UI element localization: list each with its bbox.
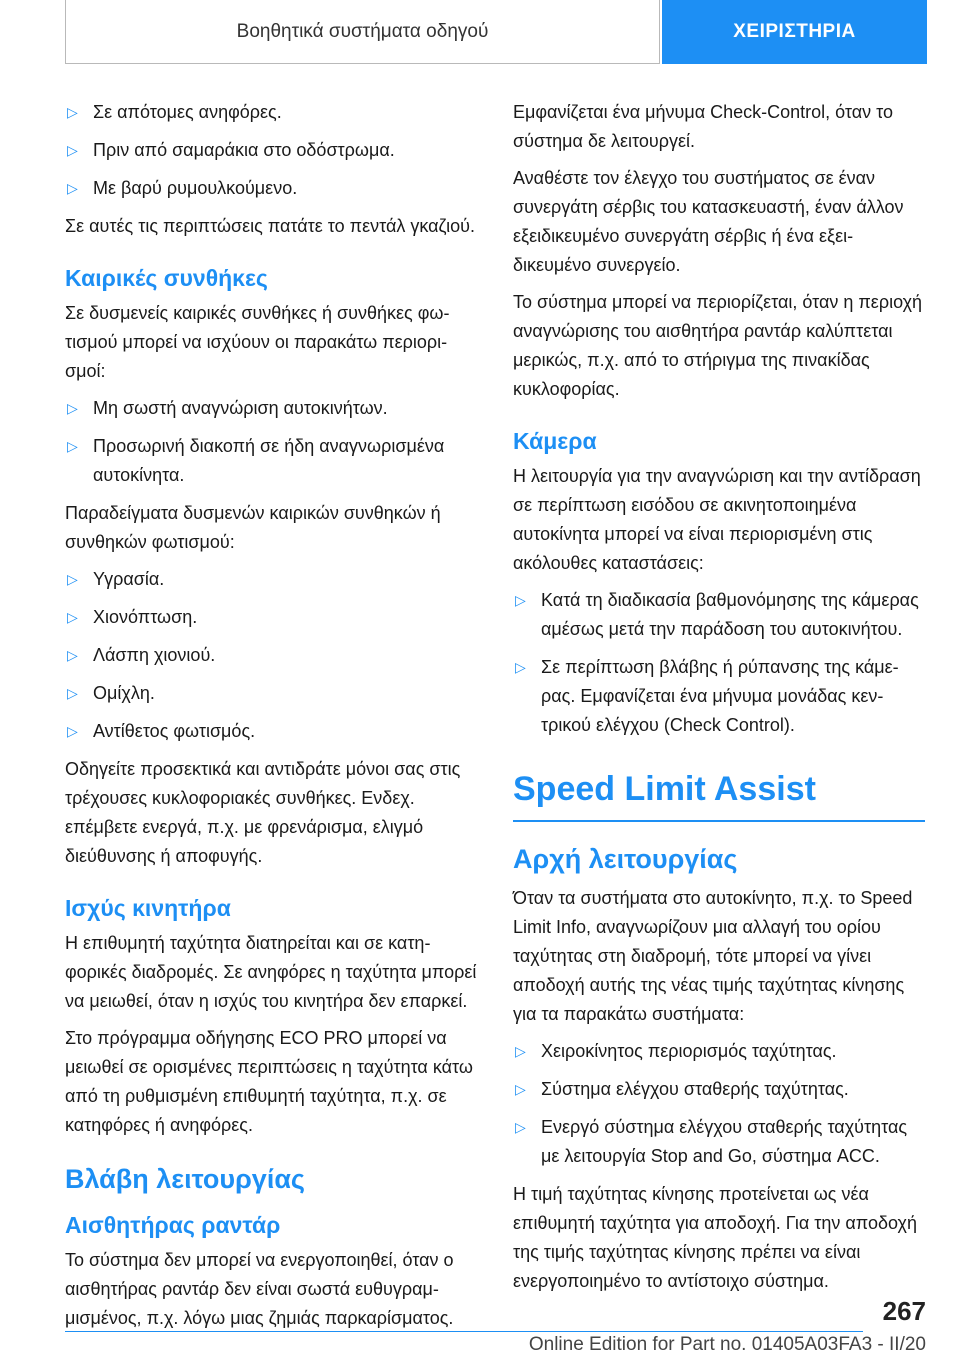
triangle-bullet-icon: ▷ — [67, 400, 78, 416]
heading-speed-limit-assist: Speed Limit Assist — [513, 768, 925, 822]
paragraph: Το σύστημα μπορεί να περιορίζεται, όταν η περιοχή αναγνώρισης του αισθητήρα ραντάρ καλύπτεται μερικώς, π.χ. από το στήριγμα της πινακίδας κυκλοφορίας. — [513, 292, 923, 399]
list-item: ▷ Πριν από σαμαράκια στο οδόστρωμα. — [65, 136, 477, 165]
triangle-bullet-icon: ▷ — [67, 104, 78, 120]
triangle-bullet-icon: ▷ — [67, 609, 78, 625]
paragraph: Αναθέστε τον έλεγχο του συστήματος σε έναν συνεργάτη σέρβις του κατασκευαστή, έναν άλλον εξειδικευμένο συνεργάτη σέρβις ή ένα εξειδικευμένο συνεργείο. — [513, 168, 904, 275]
triangle-bullet-icon: ▷ — [515, 659, 526, 675]
list-item: ▷ Σε απότομες ανηφόρες. — [65, 98, 477, 127]
paragraph: Η λειτουργία για την αναγνώριση και την αντίδραση σε περίπτωση εισόδου σε ακινητοποιημένα αυτοκίνητα μπορεί να είναι περιορισμένη στις ακόλουθες καταστάσεις: — [513, 466, 921, 573]
heading-malfunction: Βλάβη λειτουργίας — [65, 1164, 305, 1194]
triangle-bullet-icon: ▷ — [515, 1043, 526, 1059]
list-item: ▷ Προσωρινή διακοπή σε ήδη αναγνωρισμένα αυτοκίνητα. — [65, 432, 477, 490]
triangle-bullet-icon: ▷ — [67, 571, 78, 587]
paragraph: Οδηγείτε προσεκτικά και αντιδράτε μόνοι σας στις τρέχουσες κυκλοφοριακές συνθήκες. Ενδεχ. επέμβετε ενεργά, π.χ. με φρενάρισμα, ελιγμό διεύθυνσης ή αποφυγής. — [65, 759, 461, 866]
triangle-bullet-icon: ▷ — [515, 1081, 526, 1097]
list-item: ▷ Αντίθετος φωτισμός. — [65, 717, 477, 746]
triangle-bullet-icon: ▷ — [515, 592, 526, 608]
paragraph: Σε αυτές τις περιπτώσεις πατάτε το πεντάλ γκαζιού. — [65, 216, 476, 236]
triangle-bullet-icon: ▷ — [67, 685, 78, 701]
right-column — [513, 98, 925, 1304]
list-item: ▷ Υγρασία. — [65, 565, 477, 594]
paragraph: Όταν τα συστήματα στο αυτοκίνητο, π.χ. το Speed Limit Info, αναγνωρίζουν μια αλλαγή του ορίου ταχύτητας στη διαδρομή, τότε μπορεί να γίνει αποδοχή αυτής της νέας τιμής ταχύτητας κίνησης για τα παρακάτω συστήματα: — [513, 888, 913, 1024]
section-title: Βοηθητικά συστήματα οδηγού — [65, 0, 660, 64]
left-column — [65, 98, 477, 1341]
page-number: 267 — [882, 1296, 926, 1326]
list-item: ▷ Ενεργό σύστημα ελέγχου σταθερής ταχύτητας με λειτουργία Stop and Go, σύστημα ACC. — [513, 1113, 925, 1171]
list-item: ▷ Σύστημα ελέγχου σταθερής ταχύτητας. — [513, 1075, 925, 1104]
paragraph: Το σύστημα δεν μπορεί να ενεργοποιηθεί, όταν ο αισθητήρας ραντάρ δεν είναι σωστά ευθυγραμμισμένος, π.χ. λόγω μιας ζημιάς παρκαρίσματος. — [65, 1250, 454, 1328]
chapter-tab[interactable]: ΧΕΙΡΙΣΤΗΡΙΑ — [662, 0, 927, 64]
triangle-bullet-icon: ▷ — [67, 647, 78, 663]
list-item: ▷ Με βαρύ ρυμουλκούμενο. — [65, 174, 477, 203]
footer-divider — [65, 1331, 863, 1332]
heading-camera: Κάμερα — [513, 428, 597, 454]
triangle-bullet-icon: ▷ — [67, 142, 78, 158]
list-item: ▷ Σε περίπτωση βλάβης ή ρύπανσης της κάμερας. Εμφανίζεται ένα μήνυμα μονάδας κεντρικού ελέγχου (Check Control). — [513, 653, 925, 740]
list-item: ▷ Μη σωστή αναγνώριση αυτοκινήτων. — [65, 394, 477, 423]
list-item: ▷ Ομίχλη. — [65, 679, 477, 708]
list-item: ▷ Λάσπη χιονιού. — [65, 641, 477, 670]
triangle-bullet-icon: ▷ — [515, 1119, 526, 1135]
paragraph: Η επιθυμητή ταχύτητα διατηρείται και σε κατηφορικές διαδρομές. Σε ανηφόρες η ταχύτητα μπορεί να μειωθεί, όταν η ισχύς του κινητήρα δεν επαρκεί. — [65, 933, 477, 1011]
list-item: ▷ Χειροκίνητος περιορισμός ταχύτητας. — [513, 1037, 925, 1066]
triangle-bullet-icon: ▷ — [67, 438, 78, 454]
heading-weather: Καιρικές συνθήκες — [65, 265, 268, 291]
paragraph: Στο πρόγραμμα οδήγησης ECO PRO μπορεί να μειωθεί σε ορισμένες περιπτώσεις η ταχύτητα κάτω από τη ρυθμισμένη επιθυμητή ταχύτητα, π.χ. σε κατηφόρες ή ανηφόρες. — [65, 1028, 473, 1135]
heading-radar-sensor: Αισθητήρας ραντάρ — [65, 1212, 281, 1238]
paragraph: Εμφανίζεται ένα μήνυμα Check-Control, όταν το σύστημα δε λειτουργεί. — [513, 102, 894, 151]
edition-footer: Online Edition for Part no. 01405A03FA3 - II/20 — [528, 1334, 926, 1355]
paragraph: Η τιμή ταχύτητας κίνησης προτείνεται ως νέα επιθυμητή ταχύτητα για αποδοχή. Για την αποδοχή της τιμής ταχύτητας κίνησης πρέπει να είναι ενεργοποιημένο το αντίστοιχο σύστημα. — [513, 1184, 917, 1291]
page-header — [65, 0, 927, 66]
list-item: ▷ Χιονόπτωση. — [65, 603, 477, 632]
list-item: ▷ Κατά τη διαδικασία βαθμονόμησης της κάμερας αμέσως μετά την παράδοση του αυτοκινήτου. — [513, 586, 925, 644]
triangle-bullet-icon: ▷ — [67, 723, 78, 739]
paragraph: Σε δυσμενείς καιρικές συνθήκες ή συνθήκες φωτισμού μπορεί να ισχύουν οι παρακάτω περιορισμοί: — [65, 303, 450, 381]
paragraph: Παραδείγματα δυσμενών καιρικών συνθηκών ή συνθηκών φωτισμού: — [65, 503, 441, 552]
heading-engine-power: Ισχύς κινητήρα — [65, 895, 231, 921]
triangle-bullet-icon: ▷ — [67, 180, 78, 196]
heading-principle: Αρχή λειτουργίας — [513, 844, 738, 874]
